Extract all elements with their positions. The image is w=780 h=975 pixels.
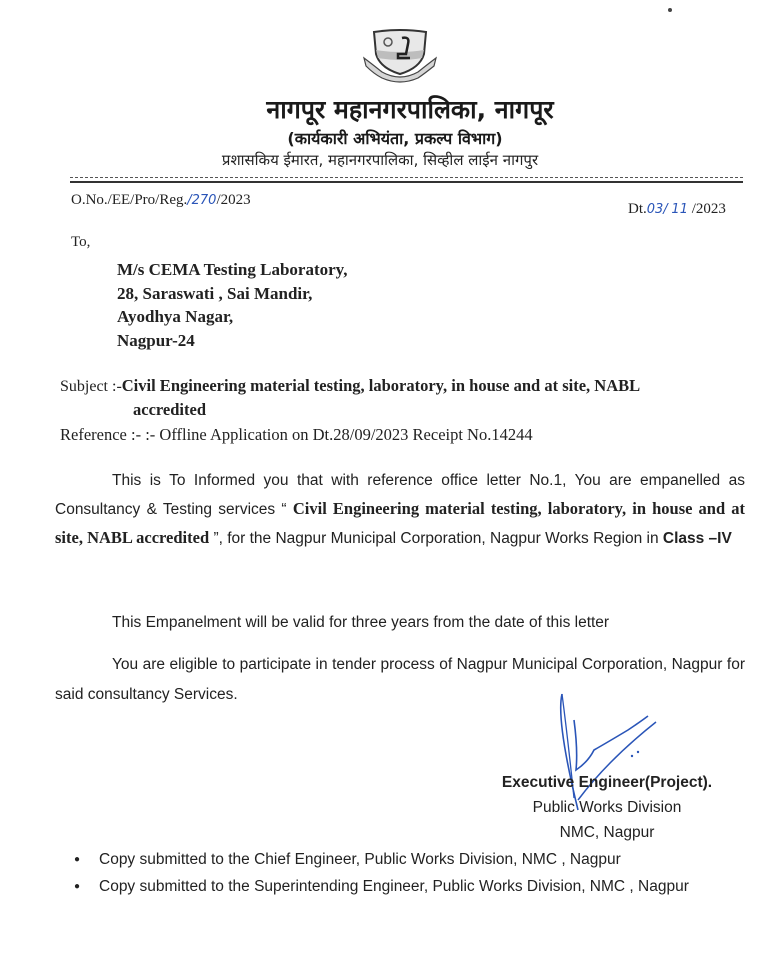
org-name: नागपूर महानगरपालिका, नागपूर	[266, 95, 554, 124]
body-paragraph-1	[55, 467, 745, 553]
recipient-area: Ayodhya Nagar,	[117, 307, 234, 326]
p1-class: Class –IV	[662, 530, 732, 547]
org-address: प्रशासकिय ईमारत, महानगरपालिका, सिव्हील लाईन नागपुर	[221, 151, 539, 169]
signatory-office: NMC, Nagpur	[559, 824, 655, 841]
body-paragraph-3: You are eligible to participate in tender process of Nagpur Municipal Corporation, Nagpur for said consultancy Services.	[55, 656, 745, 703]
copy-item: ● Copy submitted to the Superintending Engineer, Public Works Division, NMC , Nagpur	[72, 875, 747, 898]
subject-label: Subject :-	[60, 378, 122, 395]
subject-line	[60, 376, 760, 396]
letter-date	[628, 201, 726, 218]
recipient-city: Nagpur-24	[117, 330, 195, 350]
recipient-name: M/s CEMA Testing Laboratory,	[117, 260, 348, 279]
department-name: (कार्यकारी अभियंता, प्रकल्प विभाग)	[287, 129, 503, 148]
header-divider-dashed	[70, 177, 743, 178]
date-prefix: Dt.	[628, 201, 647, 217]
subject-text: Civil Engineering material testing, laboratory, in house and at site, NABL	[121, 376, 641, 395]
nmc-emblem-icon	[362, 28, 438, 86]
order-number	[71, 192, 251, 209]
copy-list	[72, 848, 747, 898]
recipient-street: 28, Saraswati , Sai Mandir,	[117, 283, 313, 303]
copy-item: ● Copy submitted to the Chief Engineer, Public Works Division, NMC , Nagpur	[72, 848, 747, 871]
recipient-address	[117, 258, 347, 352]
signature-block	[497, 770, 717, 845]
signatory-division: Public Works Division	[532, 799, 682, 816]
reference-line	[60, 425, 533, 445]
date-day: 03/	[646, 202, 668, 217]
date-month: 11	[671, 202, 688, 217]
reference-text: Offline Application on Dt.28/09/2023 Receipt No.14244	[159, 425, 533, 444]
order-number-handwritten: /270	[187, 193, 217, 208]
signatory-title: Executive Engineer(Project).	[501, 774, 713, 791]
scan-speck	[668, 8, 672, 12]
to-label: To,	[71, 234, 91, 250]
p1-region: ”, for the Nagpur Municipal Corporation, Nagpur Works Region in	[209, 530, 663, 547]
order-suffix: /2023	[216, 192, 251, 208]
p1-service-name: Civil Engineering material testing, laboratory, in house and at site, NABL accredited	[55, 499, 745, 547]
p1-intro: This is To Informed you that with reference office letter No.1, You are empanelled as Consultancy & Testing services “	[55, 472, 745, 518]
date-suffix: /2023	[687, 201, 726, 217]
subject-text-continued: accredited	[133, 400, 207, 419]
order-prefix: O.No./EE/Pro/Reg.	[71, 192, 188, 208]
reference-label: Reference :- :-	[60, 425, 160, 444]
body-paragraph-2: This Empanelment will be valid for three years from the date of this letter	[112, 614, 610, 631]
header-divider	[70, 181, 743, 183]
